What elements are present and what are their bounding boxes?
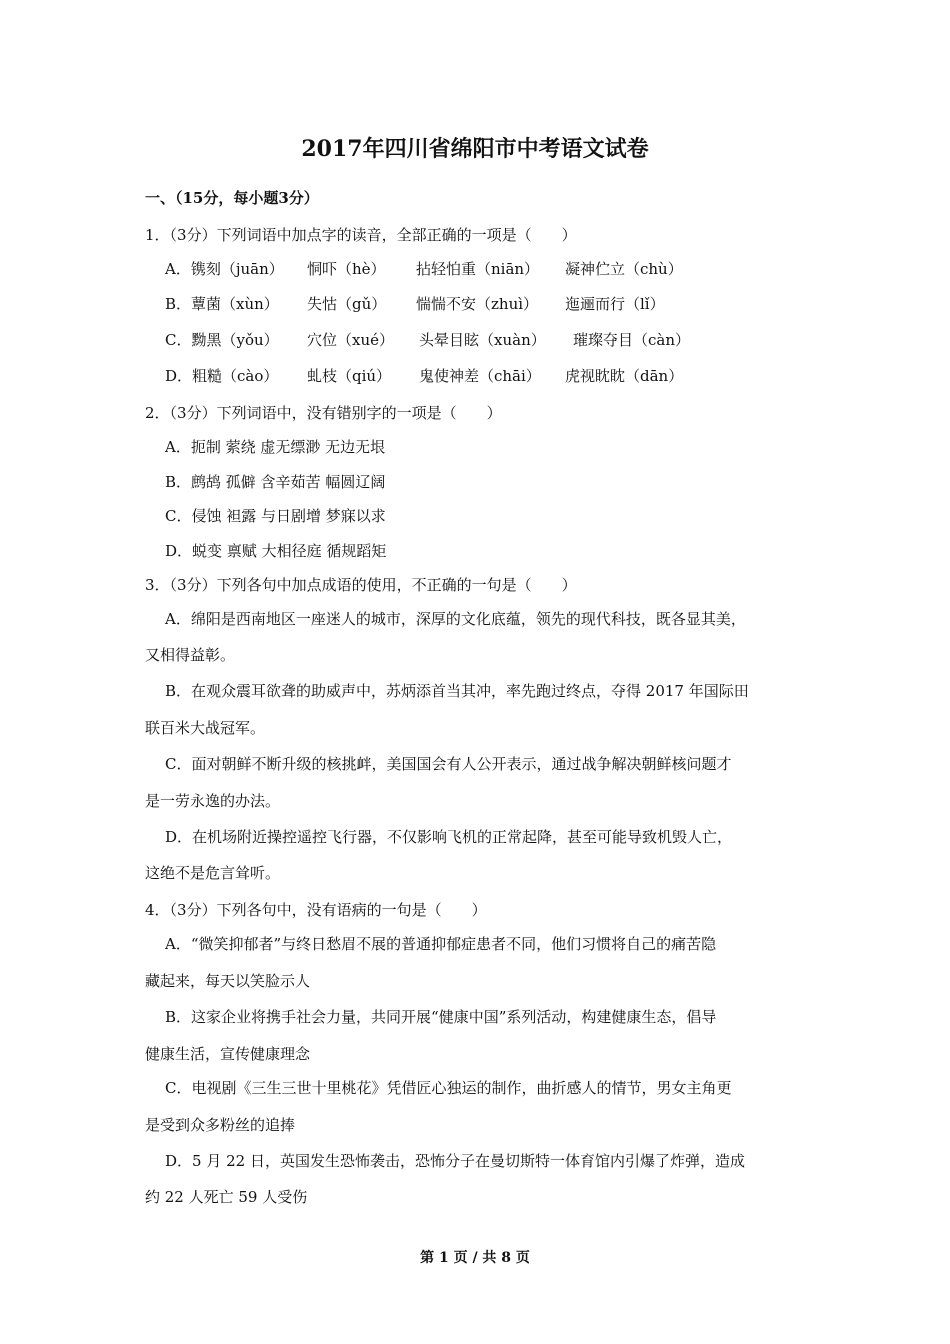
option-cell: 失怙（gǔ）: [307, 295, 387, 313]
option-cell: B．蕈菌（xùn）: [165, 295, 279, 313]
page-title: 2017年四川省绵阳市中考语文试卷: [301, 136, 649, 162]
question-3-option-a-cont: 又相得益彰。: [145, 646, 236, 664]
question-4-option-d-cont: 约 22 人死亡 59 人受伤: [145, 1188, 308, 1206]
question-4-option-b-cont: 健康生活，宣传健康理念: [145, 1045, 311, 1063]
option-cell: 穴位（xué）: [307, 331, 394, 349]
question-4-option-d: D．5 月 22 日，英国发生恐怖袭击，恐怖分子在曼切斯特一体育馆内引爆了炸弹，造成: [165, 1152, 745, 1170]
question-3-option-b: B．在观众震耳欲聋的助威声中，苏炳添首当其冲，率先跑过终点，夺得 2017 年国际田: [165, 682, 749, 700]
option-cell: C．黝黑（yǒu）: [165, 331, 279, 349]
question-3-option-a: A．绵阳是西南地区一座迷人的城市，深厚的文化底蕴，领先的现代科技，既各显其美，: [165, 610, 746, 628]
question-3-option-c: C．面对朝鲜不断升级的核挑衅，美国国会有人公开表示，通过战争解决朝鲜核问题才: [165, 755, 732, 773]
question-2-option-b: B．鹧鸪 孤僻 含辛茹苦 幅圆辽阔: [165, 473, 386, 491]
question-3-stem: 3．（3分）下列各句中加点成语的使用，不正确的一句是（ ）: [145, 576, 577, 594]
page-footer: 第 1 页 / 共 8 页: [420, 1250, 530, 1266]
question-1-stem: 1．（3分）下列词语中加点字的读音，全部正确的一项是（ ）: [145, 226, 577, 244]
question-4-option-b: B．这家企业将携手社会力量，共同开展“健康中国”系列活动，构建健康生态，倡导: [165, 1008, 717, 1026]
question-4-option-a-cont: 藏起来，每天以笑脸示人: [145, 972, 311, 990]
option-cell: D．粗糙（cào）: [165, 367, 279, 385]
question-3-option-d-cont: 这绝不是危言耸听。: [145, 864, 281, 882]
option-cell: 拈轻怕重（niān）: [416, 260, 540, 278]
option-cell: 虬枝（qiú）: [307, 367, 392, 385]
question-2-option-c: C．侵蚀 袒露 与日剧增 梦寐以求: [165, 507, 386, 525]
question-4-option-c: C．电视剧《三生三世十里桃花》凭借匠心独运的制作，曲折感人的情节，男女主角更: [165, 1079, 732, 1097]
question-4-option-c-cont: 是受到众多粉丝的追捧: [145, 1116, 296, 1134]
question-2-option-a: A．扼制 萦绕 虚无缥渺 无边无垠: [165, 438, 386, 456]
section-heading: 一、（15分，每小题3分）: [145, 189, 319, 207]
option-cell: 鬼使神差（chāi）: [419, 367, 541, 385]
question-4-option-a: A．“微笑抑郁者”与终日愁眉不展的普通抑郁症患者不同，他们习惯将自己的痛苦隐: [165, 935, 717, 953]
question-3-option-c-cont: 是一劳永逸的办法。: [145, 792, 281, 810]
option-cell: 惴惴不安（zhuì）: [416, 295, 539, 313]
question-2-stem: 2．（3分）下列词语中，没有错别字的一项是（ ）: [145, 404, 502, 422]
option-cell: 恫吓（hè）: [307, 260, 386, 278]
option-cell: 虎视眈眈（dān）: [565, 367, 684, 385]
question-3-option-b-cont: 联百米大战冠军。: [145, 719, 266, 737]
option-cell: 迤逦而行（lǐ）: [565, 295, 665, 313]
question-4-stem: 4．（3分）下列各句中，没有语病的一句是（ ）: [145, 901, 487, 919]
option-cell: 头晕目眩（xuàn）: [419, 331, 546, 349]
option-cell: A．镌刻（juān）: [165, 260, 284, 278]
option-cell: 璀璨夺目（càn）: [573, 331, 691, 349]
question-2-option-d: D．蜕变 禀赋 大相径庭 循规蹈矩: [165, 542, 387, 560]
question-3-option-d: D．在机场附近操控遥控飞行器，不仅影响飞机的正常起降，甚至可能导致机毁人亡，: [165, 828, 733, 846]
option-cell: 凝神伫立（chù）: [565, 260, 683, 278]
